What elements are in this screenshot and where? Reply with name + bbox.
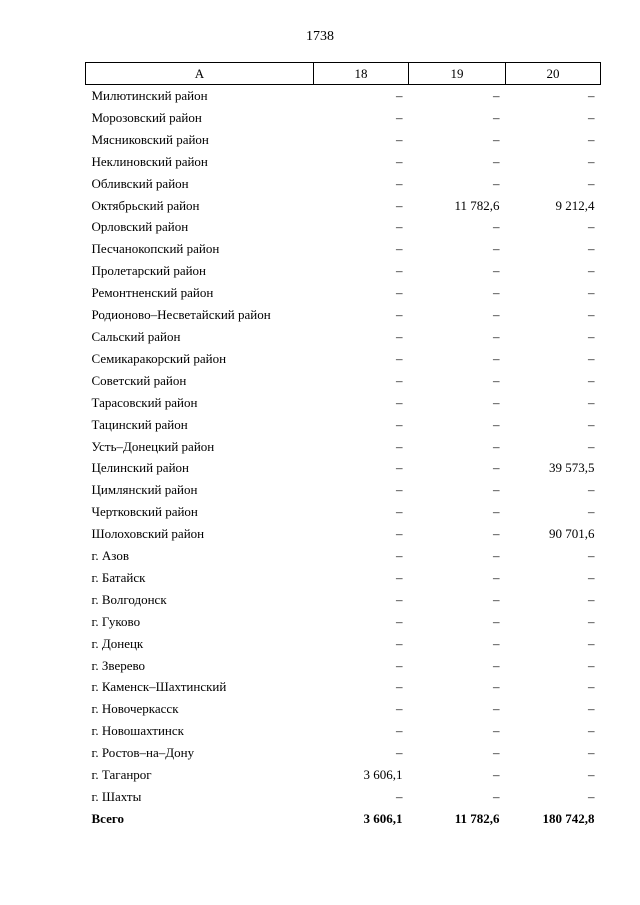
cell-20: – [588,88,595,103]
cell-18: – [396,591,403,607]
cell-18: – [396,350,403,366]
cell-20: – [588,569,595,585]
cell-20: – [588,394,595,410]
table-row [86,457,601,479]
column-header-a: А [86,63,314,85]
cell-19: – [493,657,500,673]
cell-19: 11 782,6 [454,810,500,826]
cell-18: – [396,263,403,279]
cell-19: – [493,482,500,498]
cell-19: – [493,350,500,366]
cell-19: – [493,745,500,761]
cell-20: – [588,701,595,717]
row-label: Неклиновский район [91,153,208,169]
cell-18: – [396,307,403,323]
cell-20: – [588,657,595,673]
cell-18: – [396,657,403,673]
cell-19: – [493,88,500,103]
row-label: Обливский район [91,175,189,191]
row-label: г. Новочеркасск [91,701,179,717]
header-row [86,63,601,85]
cell-20: – [588,789,595,804]
cell-19: – [493,219,500,235]
cell-20: – [588,307,595,323]
table-row [86,348,601,370]
row-label: г. Шахты [91,789,142,804]
table-row [86,151,601,173]
cell-19: – [493,175,500,191]
cell-18: – [396,372,403,388]
cell-19: – [493,241,500,257]
cell-20: – [588,285,595,301]
cell-19: – [493,285,500,301]
table-row [86,611,601,633]
row-label: г. Азов [91,548,129,564]
table-row [86,238,601,260]
cell-18: – [396,438,403,454]
row-label: Тарасовский район [91,394,198,410]
column-header-18: 18 [314,63,409,85]
row-label: Ремонтненский район [91,285,214,301]
table-row [86,567,601,589]
row-label: Семикаракорский район [91,350,227,366]
cell-18: – [396,241,403,257]
cell-18: – [396,131,403,147]
cell-19: – [493,635,500,651]
cell-18: – [396,219,403,235]
cell-20: – [588,263,595,279]
row-label: Морозовский район [91,109,202,125]
table-row [86,742,601,764]
cell-18: – [396,460,403,476]
cell-19: – [493,679,500,695]
row-label: Цимлянский район [91,482,198,498]
table-row [86,107,601,129]
cell-20: – [588,131,595,147]
page-number: 1738 [306,29,334,44]
table-row [86,216,601,238]
cell-18: – [396,88,403,103]
row-label: Милютинский район [91,88,208,103]
table-row [86,414,601,436]
cell-18: – [396,109,403,125]
cell-19: – [493,438,500,454]
cell-19: – [493,328,500,344]
table-row [86,545,601,567]
cell-18: – [396,153,403,169]
cell-19: – [493,789,500,804]
cell-20: – [588,679,595,695]
cell-18: – [396,635,403,651]
cell-18: – [396,526,403,542]
table-row [86,370,601,392]
table-row [86,392,601,414]
table-row [86,173,601,195]
row-label: Усть–Донецкий район [91,438,215,454]
row-label: Сальский район [91,328,181,344]
cell-18: – [396,328,403,344]
cell-18: – [396,175,403,191]
cell-19: – [493,701,500,717]
table-row [86,282,601,304]
column-header-19: 19 [409,63,506,85]
cell-20: – [588,635,595,651]
row-label: Тацинский район [91,416,188,432]
row-label: г. Гуково [91,613,141,629]
cell-20: – [588,745,595,761]
cell-20: – [588,416,595,432]
row-label: Песчанокопский район [91,241,220,257]
table-row [86,129,601,151]
row-label: г. Батайск [91,569,146,585]
row-label: Целинский район [91,460,189,476]
cell-19: – [493,153,500,169]
cell-20: 9 212,4 [555,197,595,213]
row-label: Шолоховский район [91,526,205,542]
data-table [85,62,601,830]
cell-20: – [588,613,595,629]
cell-20: 39 573,5 [549,460,595,476]
cell-18: – [396,701,403,717]
cell-19: – [493,526,500,542]
row-label: Родионово–Несветайский район [91,307,271,323]
table-row [86,633,601,655]
row-label: г. Новошахтинск [91,723,184,739]
cell-20: – [588,591,595,607]
table-row [86,85,601,107]
cell-20: – [588,153,595,169]
row-label: г. Зверево [91,657,146,673]
cell-18: 3 606,1 [363,810,403,826]
table-header [86,63,601,85]
cell-20: – [588,438,595,454]
cell-19: – [493,307,500,323]
cell-18: – [396,679,403,695]
cell-20: – [588,372,595,388]
table-row [86,698,601,720]
cell-19: – [493,723,500,739]
cell-18: 3 606,1 [363,767,403,783]
column-header-20: 20 [506,63,601,85]
cell-19: – [493,548,500,564]
row-label: Орловский район [91,219,189,235]
cell-18: – [396,394,403,410]
cell-20: – [588,175,595,191]
cell-20: – [588,328,595,344]
cell-18: – [396,723,403,739]
cell-18: – [396,548,403,564]
table-row [86,260,601,282]
cell-19: – [493,394,500,410]
cell-18: – [396,569,403,585]
cell-18: – [396,745,403,761]
cell-19: – [493,460,500,476]
cell-20: – [588,219,595,235]
cell-19: – [493,109,500,125]
cell-19: – [493,416,500,432]
cell-19: – [493,767,500,783]
table-row [86,655,601,677]
row-label: г. Ростов–на–Дону [91,745,195,761]
row-label: Чертковский район [91,504,198,520]
row-label: г. Таганрог [91,767,152,783]
table-row [86,195,601,217]
cell-19: 11 782,6 [454,197,500,213]
table-row [86,720,601,742]
table-row [86,326,601,348]
row-label: г. Каменск–Шахтинский [91,679,227,695]
cell-18: – [396,482,403,498]
table-body [86,85,601,830]
table-row [86,589,601,611]
cell-20: – [588,109,595,125]
table-row [86,764,601,786]
table-row [86,501,601,523]
cell-18: – [396,285,403,301]
row-label: г. Волгодонск [91,591,167,607]
row-label: Пролетарский район [91,263,207,279]
cell-18: – [396,504,403,520]
cell-19: – [493,504,500,520]
cell-20: – [588,767,595,783]
row-label: Мясниковский район [91,131,209,147]
table-row [86,436,601,458]
total-row [86,808,601,830]
table-row [86,786,601,808]
cell-19: – [493,569,500,585]
cell-19: – [493,372,500,388]
cell-19: – [493,613,500,629]
cell-20: – [588,723,595,739]
table-row [86,676,601,698]
cell-19: – [493,263,500,279]
cell-20: – [588,504,595,520]
table-row [86,479,601,501]
cell-18: – [396,789,403,804]
row-label: г. Донецк [91,635,144,651]
table-row [86,523,601,545]
row-label: Всего [91,810,124,826]
cell-20: – [588,482,595,498]
cell-18: – [396,197,403,213]
row-label: Октябрьский район [91,197,200,213]
cell-20: – [588,241,595,257]
cell-20: – [588,350,595,366]
cell-19: – [493,131,500,147]
cell-20: – [588,548,595,564]
cell-19: – [493,591,500,607]
cell-20: 90 701,6 [549,526,595,542]
row-label: Советский район [91,372,187,388]
cell-20: 180 742,8 [542,810,595,826]
table-row [86,304,601,326]
cell-18: – [396,416,403,432]
cell-18: – [396,613,403,629]
